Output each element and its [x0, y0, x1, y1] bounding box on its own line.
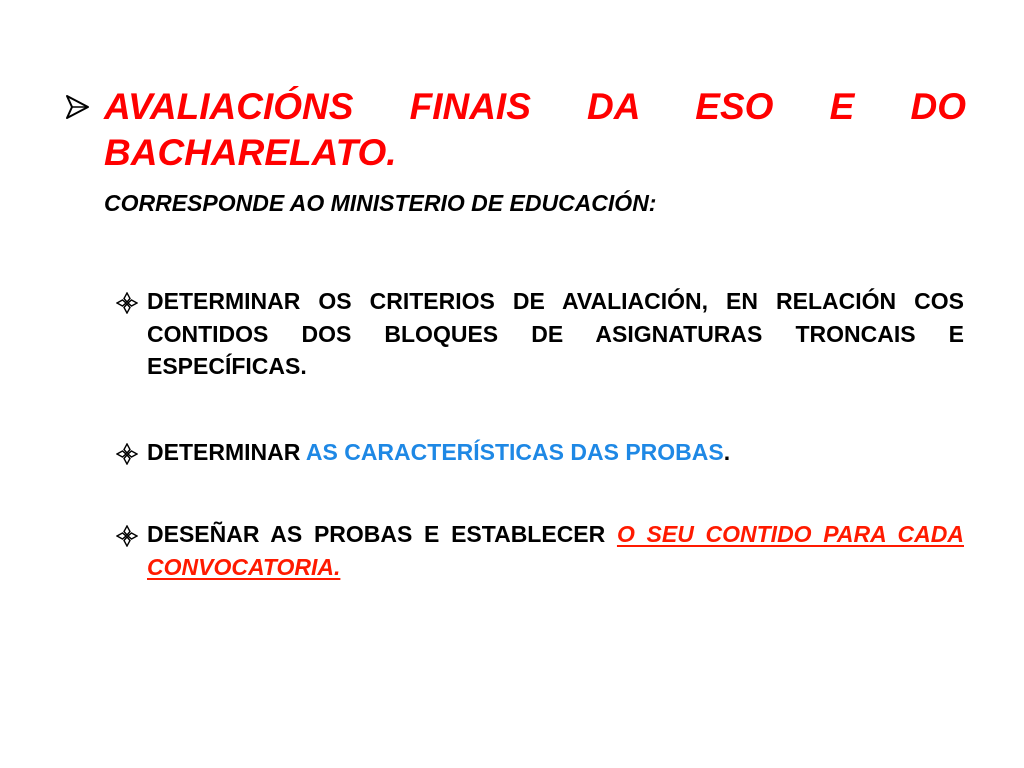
- list-item: [116, 518, 964, 583]
- diamond-bullet-icon: [116, 525, 138, 547]
- slide-title: AVALIACIÓNS FINAIS DA ESO E DO BACHARELATO.: [104, 86, 966, 173]
- diamond-bullet-icon: [116, 443, 138, 465]
- heading-bullet-item: [64, 84, 966, 176]
- list-item: [116, 285, 964, 383]
- item-prefix: DESEÑAR AS PROBAS E ESTABLECER: [147, 521, 617, 547]
- diamond-bullet-icon: [116, 292, 138, 314]
- list-item: [116, 436, 964, 469]
- list-item-text: [147, 436, 964, 469]
- slide-subheading: CORRESPONDE AO MINISTERIO DE EDUCACIÓN:: [104, 190, 657, 216]
- list-item-text: [147, 518, 964, 583]
- item-prefix: DETERMINAR: [147, 439, 306, 465]
- list-item-text: DETERMINAR OS CRITERIOS DE AVALIACIÓN, EN RELACIÓN COS CONTIDOS DOS BLOQUES DE ASIGNATURAS TRONCAIS E ESPECÍFICAS.: [147, 288, 964, 379]
- item-suffix: .: [723, 439, 731, 465]
- item-highlight-blue: AS CARACTERÍSTICAS DAS PROBAS: [305, 439, 724, 465]
- item-highlight-red: O SEU CONTIDO PARA CADA CONVOCATORIA.: [147, 521, 964, 580]
- arrow-bullet-icon: [64, 94, 90, 120]
